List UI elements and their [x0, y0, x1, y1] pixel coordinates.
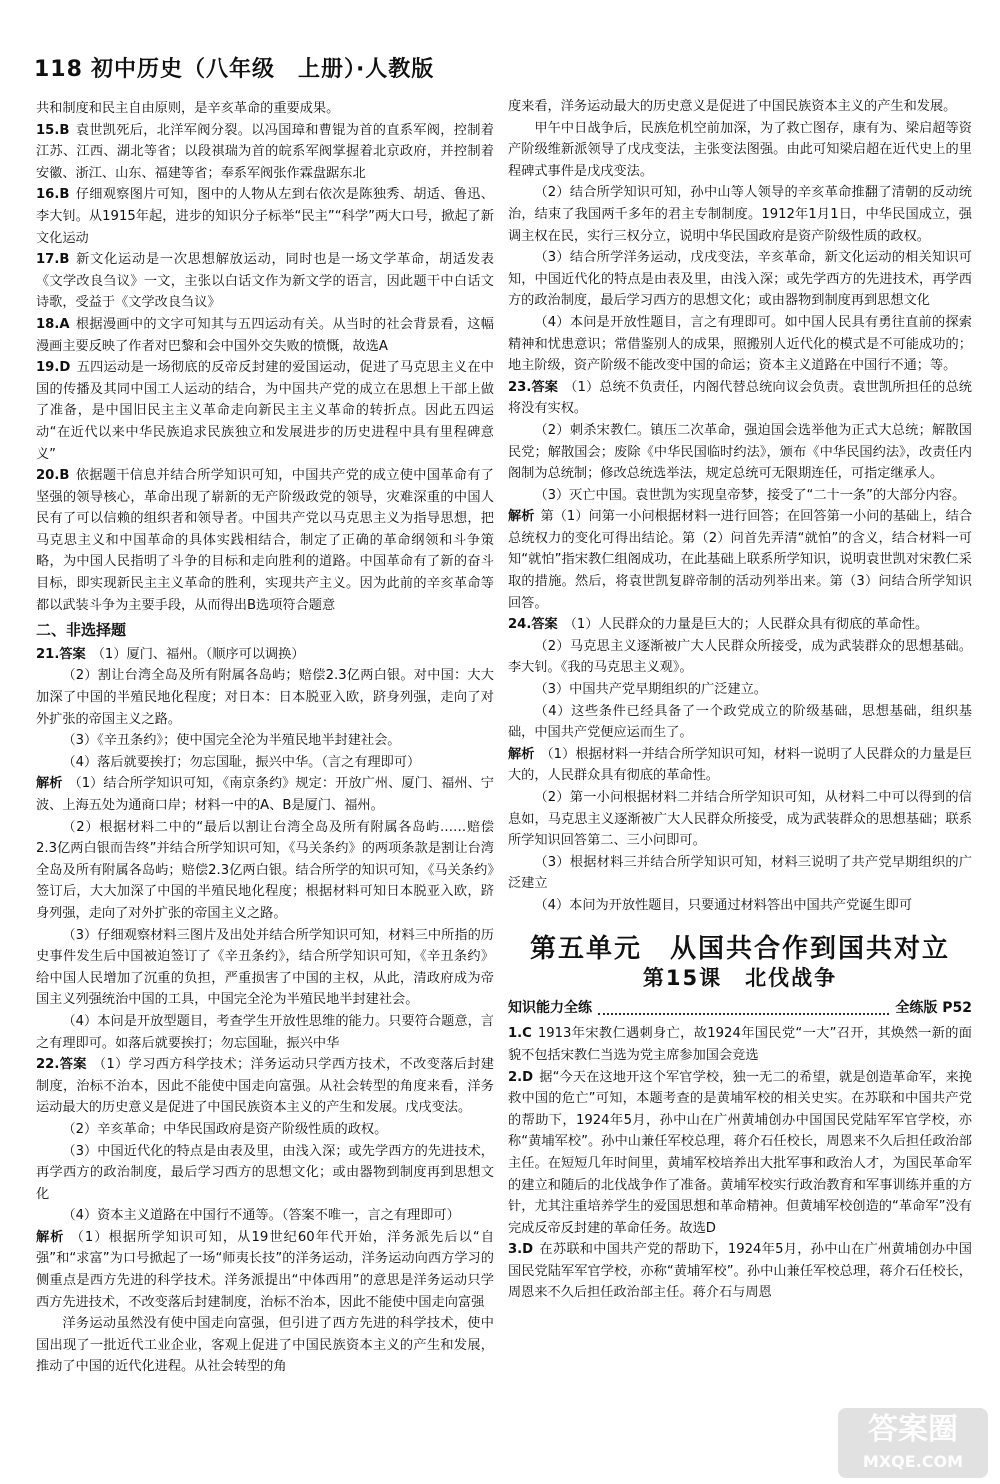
answer-text: 根据漫画中的文字可知其与五四运动有关。从当时的社会背景看，这幅漫画主要反映了作者对巴黎和会中国外交失败的愤慨，故选A: [36, 316, 494, 354]
answer-label: 1.C: [508, 1026, 532, 1042]
paragraph: （2）辛亥革命；中华民国政府是资产阶级性质的政权。: [62, 1121, 388, 1137]
answer-label: 3.D: [508, 1242, 534, 1258]
lesson-answers: [508, 1023, 972, 1304]
answer-label: 2.D: [508, 1069, 534, 1085]
right-answers: [508, 96, 972, 917]
answer-item: [36, 314, 494, 357]
answer-item: [36, 1054, 494, 1119]
paragraph: （4）本问为开放性题目，只要通过材料答出中国共产党诞生即可: [534, 897, 913, 913]
answer-item: [508, 506, 972, 614]
answer-text: （1）根据材料一并结合所学知识可知，材料一说明了人民群众的力量是巨大的，人民群众具有彻底的革命性。: [508, 746, 973, 784]
answer-item: [36, 644, 494, 666]
paragraph: （3）灭亡中国。袁世凯为实现皇帝梦，接受了“二十一条”的大部分内容。: [534, 487, 966, 503]
paragraph: （2）结合所学知识可知，孙中山等人领导的辛亥革命推翻了清朝的反动统治，结束了我国两千多年的君主专制制度。1912年1月1日，中华民国成立，强调主权在民，实行三权分立，说明中华民国政府是资产阶级性质的政权。: [508, 185, 972, 244]
answer-label: 15.B: [36, 122, 70, 138]
answer-text: （1）学习西方科学技术；洋务运动只学西方技术，不改变落后封建制度，治标不治本，因此不能使中国走向富强。从社会转型的角度来看，洋务运动最大的历史意义是促进了中国民族资本主义的产生和发展。戊戌变法。: [36, 1057, 494, 1116]
book-title: 初中历史（八年级 上册）·人教版: [90, 57, 435, 82]
paragraph: （2）割让台湾全岛及所有附属各岛屿；赔偿2.3亿两白银。对中国：大大加深了中国的半殖民地化程度；对日本：日本脱亚入欧，跻身列强，走向了对外扩张的帝国主义之路。: [36, 668, 494, 727]
answer-item: [508, 1023, 972, 1066]
dot-leader: [598, 1003, 889, 1015]
answer-label: 20.B: [36, 468, 70, 484]
lesson-title: 第15课 北伐战争: [642, 966, 838, 991]
answer-item: [36, 184, 494, 249]
answer-item: [36, 357, 494, 465]
paragraph: （4）资本主义道路在中国行不通等。（答案不唯一，言之有理即可）: [62, 1208, 460, 1224]
answer-item: [36, 120, 494, 185]
paragraph: （4）这些条件已经具备了一个政党成立的阶级基础，思想基础，组织基础，中国共产党便应运而生了。: [508, 703, 972, 741]
answer-text: （1）总统不负责任，内阁代替总统向议会负责。袁世凯所担任的总统将没有实权。: [508, 379, 972, 417]
answer-label: 解析: [36, 776, 63, 792]
answer-text: 五四运动是一场彻底的反帝反封建的爱国运动，促进了马克思主义在中国的传播及其同中国工人运动的结合，为中国共产党的成立在思想上干部上做了准备，是中国旧民主主义革命走向新民主主义革命的转折点。因此五四运动“在近代以来中华民族追求民族独立和发展进步的历史进程中具有里程碑意义”: [36, 360, 494, 462]
watermark-line1: 答案圈: [868, 1412, 958, 1447]
answer-item: [36, 773, 494, 816]
answer-item: [508, 377, 972, 420]
paragraph: 共和制度和民主自由原则，是辛亥革命的重要成果。: [36, 101, 340, 116]
answer-text: 第（1）问第一小问根据材料一进行回答；在回答第一小问的基础上，结合总统权力的变化可得出结论。第（2）问首先弄清“就怕”的含义，结合材料一可知“就怕”指宋教仁组阁成功，在此基础上联系所学知识，说明袁世凯对宋教仁采取的措施。然后，将袁世凯复辟帝制的活动列举出来。第（3）问结合所学知识回答。: [508, 509, 973, 611]
answer-text: 仔细观察图片可知，图中的人物从左到右依次是陈独秀、胡适、鲁迅、李大钊。从1915年起，进步的知识分子标举“民主”“科学”两大口号，掀起了新文化运动: [36, 187, 494, 246]
watermark-logo: [838, 1408, 988, 1478]
paragraph: （3）《辛丑条约》；使中国完全沦为半殖民地半封建社会。: [62, 733, 401, 749]
answer-text: 依据题干信息并结合所学知识可知，中国共产党的成立使中国革命有了坚强的领导核心，革命出现了崭新的无产阶级政党的领导，灾难深重的中国人民有了可以信赖的组织者和领导者。中国共产党以马克思主义为指导思想，把马克思主义和中国革命的具体实践相结合，制定了正确的革命纲领和斗争策略，为中国人民指明了斗争的目标和走向胜利的道路。中国革命有了新的奋斗目标，即实现新民主主义革命的胜利，实现共产主义。因为此前的辛亥革命等都以武装斗争为主要手段，从而得出B选项符合题意: [36, 468, 494, 613]
page-header: [34, 52, 434, 83]
answer-label: 24.答案: [508, 617, 558, 633]
answer-item: [36, 249, 494, 314]
paragraph: （3）结合所学洋务运动，戊戌变法，辛亥革命，新文化运动的相关知识可知，中国近代化的特点是由表及里，由浅入深；或先学西方的先进技术，再学西方的政治制度，最后学习西方的思想文化；或由器物到制度再到思想文化: [508, 250, 972, 309]
right-column: [508, 96, 972, 1304]
answer-label: 解析: [508, 746, 535, 762]
drill-label: 知识能力全练: [508, 999, 592, 1016]
section-heading: 二、非选择题: [36, 621, 127, 640]
answer-item: [508, 1239, 972, 1304]
paragraph: （2）马克思主义逐渐被广大人民群众所接受，成为武装群众的思想基础。李大钊。《我的马克思主义观》。: [508, 638, 972, 676]
answer-label: 21.答案: [36, 646, 86, 662]
watermark-line2: MXQE.COM: [862, 1452, 964, 1471]
answer-item: [508, 1067, 972, 1240]
paragraph: 洋务运动虽然没有使中国走向富强，但引进了西方先进的科学技术，使中国出现了一批近代工业企业，客观上促进了中国民族资本主义的产生和发展，推动了中国的近代化进程。从社会转型的角: [36, 1316, 494, 1375]
answer-text: （1）厦门、福州。（顺序可以调换）: [91, 646, 305, 662]
answer-item: [508, 744, 972, 787]
drill-bar: [508, 998, 972, 1020]
answer-item: [36, 1227, 494, 1313]
paragraph: （4）本问是开放性题目，言之有理即可。如中国人民具有勇往直前的探索精神和忧患意识；常借鉴别人的成果，照搬别人近代化的模式是不可能成功的；地主阶级，资产阶级不能改变中国的命运；资本主义道路在中国行不通；等。: [508, 314, 972, 374]
paragraph: （2）刺杀宋教仁。镇压二次革命，强迫国会选举他为正式大总统；解散国民党；解散国会；废除《中华民国临时约法》，颁布《中华民国约法》，改责任内阁制为总统制；修改总统选举法，规定总统可无限期连任，可指定继承人。: [508, 422, 972, 482]
paragraph: 甲午中日战争后，民族危机空前加深，为了救亡图存，康有为、梁启超等资产阶级维新派领导了戊戌变法，主张变法图强。由此可知梁启超在近代史上的里程碑式事件是戊戌变法。: [508, 120, 972, 179]
answer-text: （1）结合所学知识可知，《南京条约》规定：开放广州、厦门、福州、宁波、上海五处为通商口岸；材料一中的A、B是厦门、福州。: [36, 776, 494, 813]
page-number: 118: [34, 57, 83, 82]
answer-text: （1）根据所学知识可知，从19世纪60年代开始，洋务派先后以“自强”和“求富”为口号掀起了一场“师夷长技”的洋务运动，洋务运动向西方学习的侧重点是西方先进的科学技术。洋务派提出“中体西用”的意思是洋务运动只学西方先进技术，不改变落后封建制度，治标不治本，因此不能使中国走向富强: [36, 1229, 495, 1310]
answer-text: 袁世凯死后，北洋军阀分裂。以冯国璋和曹锟为首的直系军阀，控制着江苏、江西、湖北等省；以段祺瑞为首的皖系军阀掌握着北京政府，并控制着安徽、浙江、山东、福建等省；奉系军阀张作霖盘踞东北: [36, 122, 494, 181]
paragraph: （3）中国近代化的特点是由表及里，由浅入深；或先学西方的先进技术，再学西方的政治制度，最后学习西方的思想文化；或由器物到制度再到思想文化: [36, 1143, 494, 1202]
answer-text: 新文化运动是一次思想解放运动，同时也是一场文学革命，胡适发表《文学改良刍议》一文，主张以白话文作为新文学的语言，因此题干中白话文诗歌，受益于《文学改良刍议》: [36, 252, 494, 311]
paragraph: （3）中国共产党早期组织的广泛建立。: [534, 682, 767, 698]
answer-text: 在苏联和中国共产党的帮助下，1924年5月，孙中山在广州黄埔创办中国国民党陆军军官学校，亦称“黄埔军校”。孙中山兼任军校总理，蒋介石任校长，周恩来不久后担任政治部主任。蒋介石与周恩: [508, 1242, 972, 1301]
paragraph: （3）仔细观察材料三图片及出处并结合所学知识可知，材料三中所指的历史事件发生后中国被迫签订了《辛丑条约》，结合所学知识可知，《辛丑条约》给中国人民增加了沉重的负担，严重损害了中国的主权，从此，清政府成为帝国主义列强统治中国的工具，中国完全沦为半殖民地半封建社会。: [36, 927, 494, 1008]
answer-label: 17.B: [36, 252, 70, 268]
answer-label: 16.B: [36, 187, 70, 203]
drill-page-ref: 全练版 P52: [895, 999, 972, 1016]
paragraph: （2）根据材料二中的“最后以割让台湾全岛及所有附属各岛屿……赔偿2.3亿两白银而告终”并结合所学知识可知，《马关条约》的两项条款是割让台湾全岛及所有附属各岛屿；赔偿2.3亿两白银。结合所学的知识可知，《马关条约》签订后，大大加深了中国的半殖民地化程度；根据材料可知日本脱亚入欧，跻身列强，走向了对外扩张的帝国主义之路。: [36, 819, 494, 921]
answer-label: 22.答案: [36, 1057, 87, 1073]
paragraph: （4）落后就要挨打；勿忘国耻，振兴中华。（言之有理即可）: [62, 754, 421, 770]
answer-label: 19.D: [36, 360, 71, 376]
answer-text: （1）人民群众的力量是巨大的；人民群众具有彻底的革命性。: [563, 617, 929, 633]
paragraph: （3）根据材料三并结合所学知识可知，材料三说明了共产党早期组织的广泛建立: [508, 854, 972, 892]
answer-item: [508, 614, 972, 636]
left-column: [36, 98, 494, 1378]
answer-label: 18.A: [36, 316, 70, 332]
paragraph: 度来看，洋务运动最大的历史意义是促进了中国民族资本主义的产生和发展。: [508, 99, 957, 114]
answer-label: 解析: [508, 509, 535, 525]
answer-item: [36, 465, 494, 616]
answer-label: 解析: [36, 1229, 65, 1245]
answer-text: 据“今天在这地开这个军官学校，独一无二的希望，就是创造革命军，来挽救中国的危亡”可知，本题考查的是黄埔军校的相关史实。在苏联和中国共产党的帮助下，1924年5月，孙中山在广州黄埔创办中国国民党陆军军官学校，亦称“黄埔军校”。孙中山兼任军校总理，蒋介石任校长，周恩来不久后担任政治部主任。在短短几年时间里，黄埔军校培养出大批军事和政治人才，为国民革命军的建立和随后的北伐战争作了准备。黄埔军校实行政治教育和军事训练并重的方针，尤其注重培养学生的爱国思想和革命精神。但黄埔军校创造的“革命军”没有完成反帝反封建的革命任务。故选D: [508, 1069, 972, 1236]
unit-title: 第五单元 从国共合作到国共对立: [529, 933, 950, 964]
paragraph: （2）第一小问根据材料二并结合所学知识可知，从材料二中可以得到的信息如，马克思主义逐渐被广大人民群众所接受，成为武装群众的思想基础；联系所学知识回答第二、三小问即可。: [508, 790, 972, 849]
paragraph: （4）本问是开放型题目，考查学生开放性思维的能力。只要符合题意，言之有理即可。如落后就要挨打；勿忘国耻，振兴中华: [36, 1013, 494, 1051]
answer-text: 1913年宋教仁遇刺身亡，故1924年国民党“一大”召开，其焕然一新的面貌不包括宋教仁当选为党主席参加国会竞选: [508, 1026, 972, 1063]
answer-label: 23.答案: [508, 379, 559, 395]
